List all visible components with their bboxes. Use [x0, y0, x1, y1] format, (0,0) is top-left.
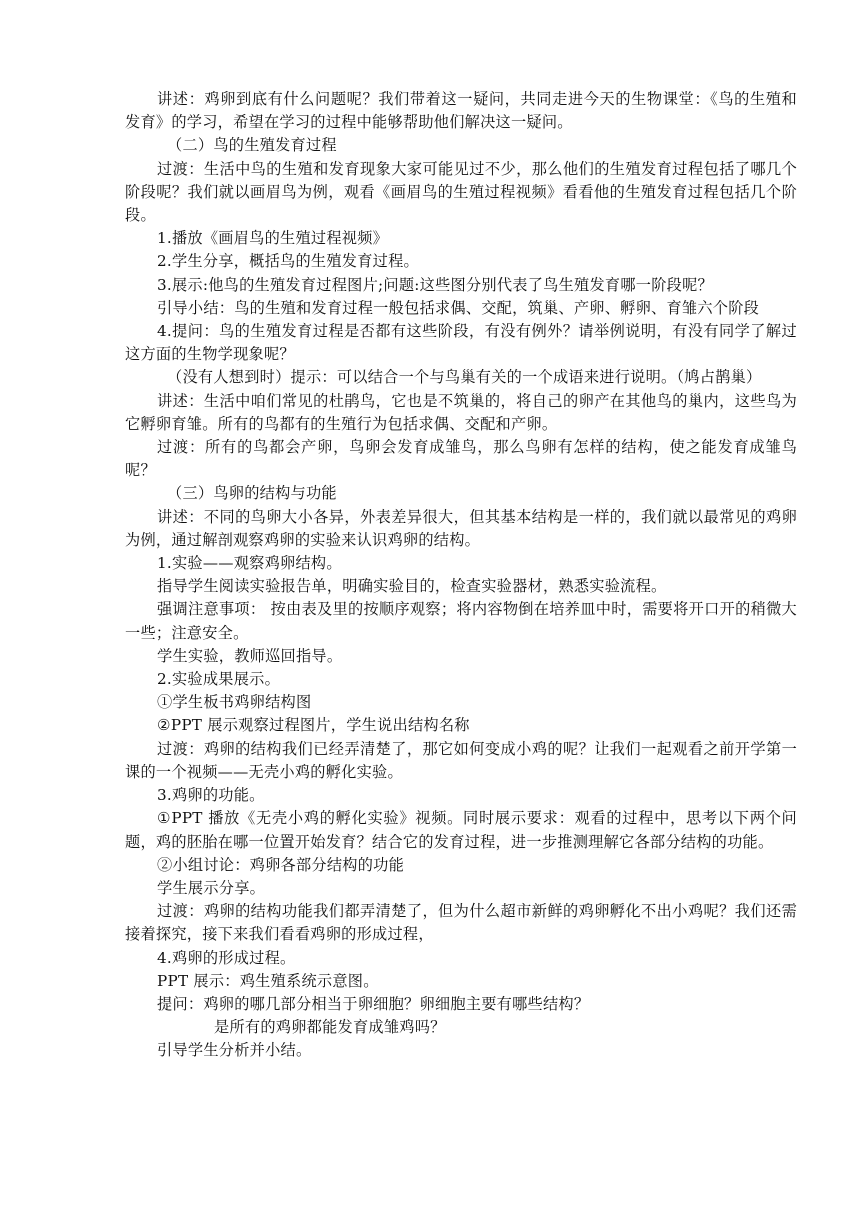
list-item-show-pictures: 3.展示:他鸟的生殖发育过程图片;问题:这些图分别代表了鸟生殖发育哪一阶段呢？ — [157, 275, 713, 294]
list-item-group-discussion: ②小组讨论：鸡卵各部分结构的功能 — [157, 855, 404, 874]
paragraph-transition-stages: 过渡：生活中鸟的生殖和发育现象大家可能见过不少，那么他们的生殖发育过程包括了哪几个阶段呢？我们就以画眉鸟为例，观看《画眉鸟的生殖过程视频》看看他的生殖发育过程包括几个阶段。 — [125, 159, 797, 225]
list-item-student-share: 2.学生分享，概括鸟的生殖发育过程。 — [157, 252, 419, 271]
paragraph-narration-cuckoo: 讲述：生活中咱们常见的杜鹃鸟，它也是不筑巢的，将自己的卵产在其他鸟的巢内，这些鸟为它孵卵育雏。所有的鸟都有的生殖行为包括求偶、交配和产卵。 — [125, 391, 797, 433]
list-item-results: 2.实验成果展示。 — [157, 670, 281, 689]
paragraph-hint-idiom: （没有人想到时）提示：可以结合一个与鸟巢有关的一个成语来进行说明。（鸠占鹊巢） — [167, 368, 762, 387]
paragraph-ppt-diagram: PPT 展示：鸡生殖系统示意图。 — [157, 971, 379, 990]
list-item-question-exceptions: 4.提问：鸟的生殖发育过程是否都有这些阶段，有没有例外？请举例说明，有没有同学了解过这方面的生物学现象呢？ — [125, 322, 797, 364]
paragraph-guided-summary: 引导小结：鸟的生殖和发育过程一般包括求偶、交配，筑巢、产卵、孵卵、育雏六个阶段 — [157, 298, 760, 317]
paragraph-guide-conclusion: 引导学生分析并小结。 — [157, 1041, 312, 1060]
paragraph-narration-egg-types: 讲述：不同的鸟卵大小各异，外表差异很大，但其基本结构是一样的，我们就以最常见的鸡卵为例，通过解剖观察鸡卵的实验来认识鸡卵的结构。 — [125, 507, 797, 549]
paragraph-narration-question: 讲述：鸡卵到底有什么问题呢？我们带着这一疑问，共同走进今天的生物课堂：《鸟的生殖和发育》的学习，希望在学习的过程中能够帮助他们解决这一疑问。 — [125, 90, 797, 132]
paragraph-question-all-eggs: 是所有的鸡卵都能发育成雏鸡吗？ — [214, 1018, 446, 1037]
paragraph-precautions: 强调注意事项： 按由表及里的按顺序观察；将内容物倒在培养皿中时，需要将开口开的稍微大一些；注意安全。 — [125, 600, 797, 642]
list-item-egg-formation: 4.鸡卵的形成过程。 — [157, 948, 296, 967]
list-item-ppt-pictures: ②PPT 展示观察过程图片，学生说出结构名称 — [157, 716, 470, 735]
section-heading-egg-structure: （三）鸟卵的结构与功能 — [167, 484, 337, 503]
paragraph-question-egg-cell: 提问：鸡卵的哪几部分相当于卵细胞？卵细胞主要有哪些结构？ — [157, 994, 590, 1013]
list-item-egg-function: 3.鸡卵的功能。 — [157, 786, 265, 805]
section-heading-bird-reproduction: （二）鸟的生殖发育过程 — [167, 136, 337, 155]
list-item-play-video: 1.播放《画眉鸟的生殖过程视频》 — [157, 229, 389, 248]
list-item-ppt-video: ①PPT 播放《无壳小鸡的孵化实验》视频。同时展示要求：观看的过程中，思考以下两个问题，鸡的胚胎在哪一位置开始发育？结合它的发育过程，进一步推测理解它各部分结构的功能。 — [125, 809, 797, 851]
document-body — [125, 88, 797, 1063]
paragraph-transition-hatching: 过渡：鸡卵的结构我们已经弄清楚了，那它如何变成小鸡的呢？让我们一起观看之前开学第一课的一个视频——无壳小鸡的孵化实验。 — [125, 739, 797, 781]
paragraph-student-experiment: 学生实验，教师巡回指导。 — [157, 646, 343, 665]
list-item-board-drawing: ①学生板书鸡卵结构图 — [157, 693, 312, 712]
paragraph-transition-supermarket: 过渡：鸡卵的结构功能我们都弄清楚了，但为什么超市新鲜的鸡卵孵化不出小鸡呢？我们还需接着探究，接下来我们看看鸡卵的形成过程， — [125, 902, 797, 944]
paragraph-transition-egg-structure: 过渡：所有的鸟都会产卵，鸟卵会发育成雏鸟，那么鸟卵有怎样的结构，使之能发育成雏鸟呢？ — [125, 438, 797, 480]
list-item-experiment: 1.实验——观察鸡卵结构。 — [157, 554, 342, 573]
paragraph-guide-report: 指导学生阅读实验报告单，明确实验目的，检查实验器材，熟悉实验流程。 — [157, 577, 667, 596]
paragraph-student-presentation: 学生展示分享。 — [157, 878, 266, 897]
